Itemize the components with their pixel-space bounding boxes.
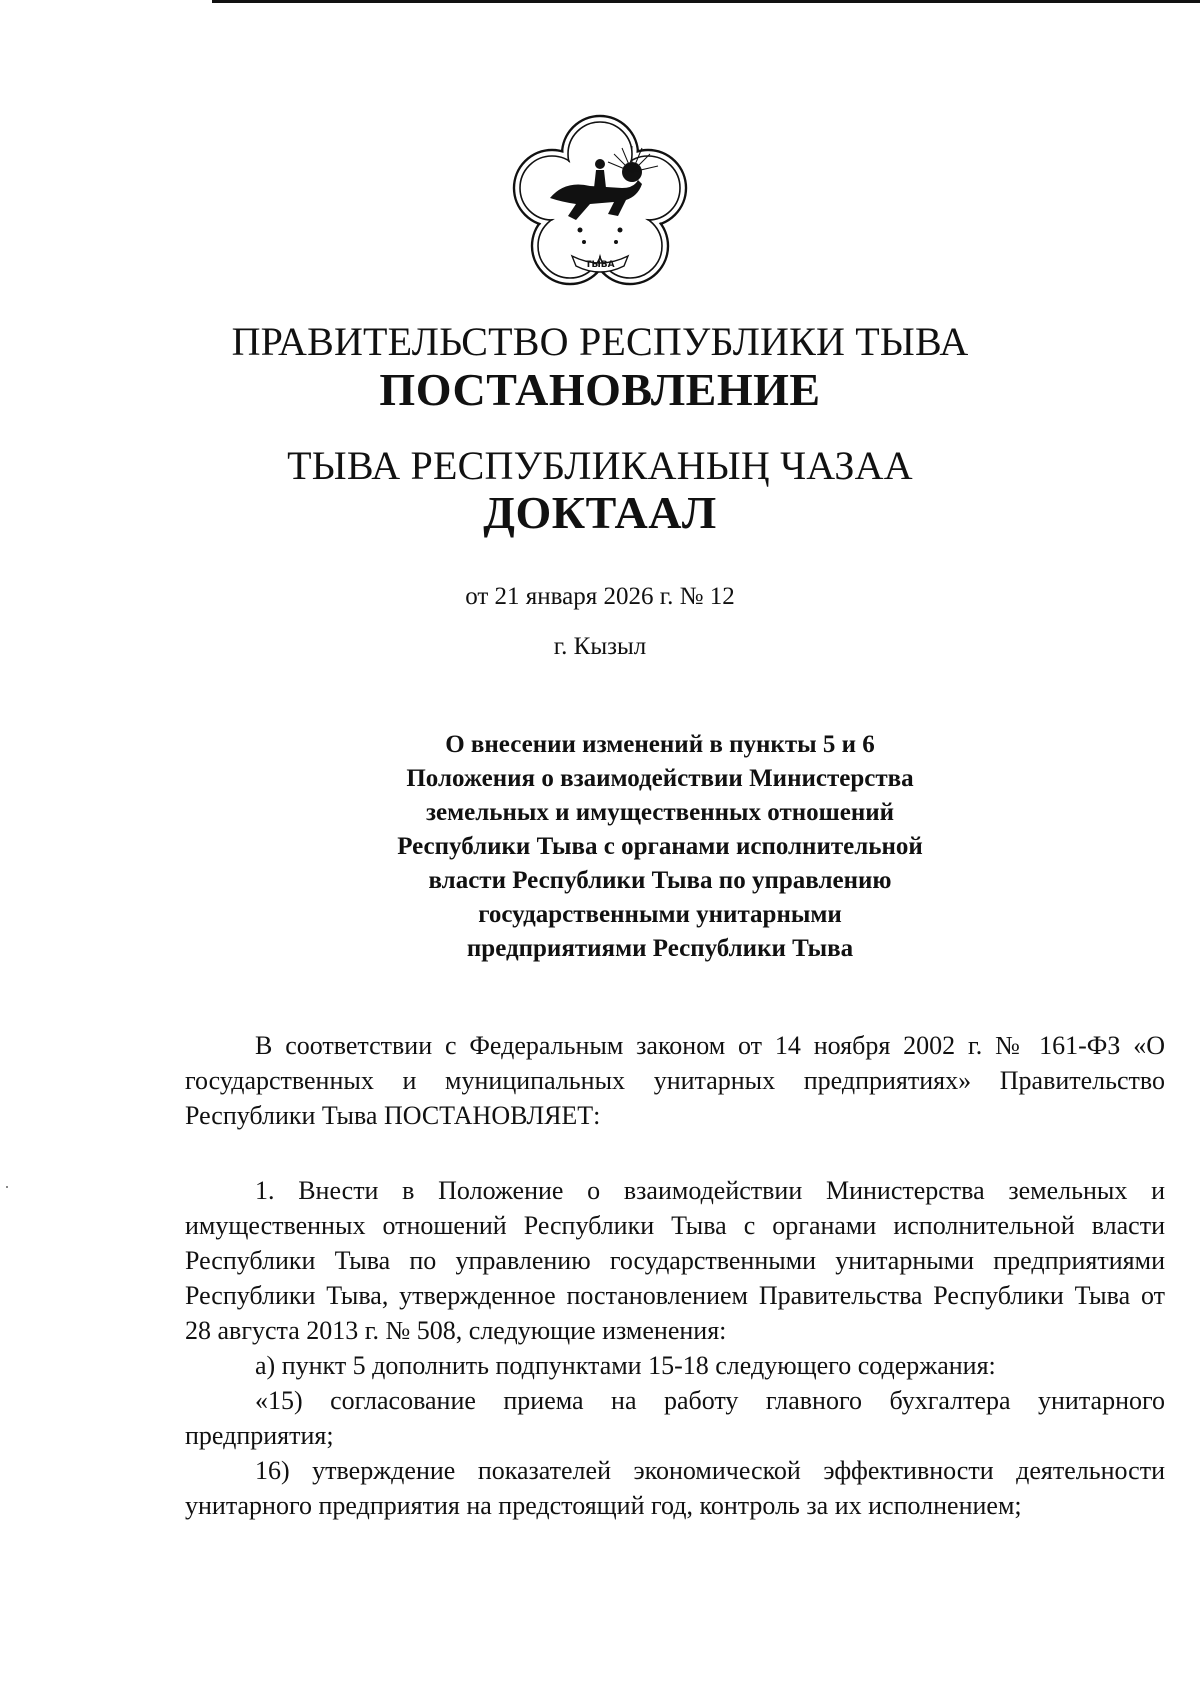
preamble-paragraph: В соответствии с Федеральным законом от 14 ноября 2002 г. № 161-ФЗ «О государственных и муниципальных унитарных предприятиях» Правительство Республики Тыва ПОСТАНОВЛЯЕТ: — [185, 1031, 1165, 1130]
title-line: Республики Тыва с органами исполнительной — [397, 833, 923, 860]
decree-city: г. Кызыл — [553, 633, 647, 660]
decree-date-number: от 21 января 2026 г. № 12 — [465, 583, 735, 610]
tuva-emblem-icon — [510, 110, 690, 290]
decree-title — [330, 728, 990, 966]
decree-type-tv: ДОКТААЛ — [483, 487, 717, 538]
subitem-16-paragraph: 16) утверждение показателей экономической эффективности деятельности унитарного предприятия на предстоящий год, контроль за их исполнением; — [185, 1456, 1165, 1520]
decree-body — [185, 1028, 1165, 1523]
title-line: Положения о взаимодействии Министерства — [406, 765, 914, 792]
decree-type-ru: ПОСТАНОВЛЕНИЕ — [379, 364, 821, 415]
item-1-paragraph: 1. Внести в Положение о взаимодействии Министерства земельных и имущественных отношений Республики Тыва с органами исполнительной власти Республики Тыва по управлению государственными унитарными предприятиями Республики Тыва, утвержденное постановлением Правительства Республики Тыва от 28 августа 2013 г. № 508, следующие изменения: — [185, 1176, 1165, 1345]
title-line: власти Республики Тыва по управлению — [428, 867, 892, 894]
title-line: предприятиями Республики Тыва — [466, 935, 854, 962]
item-1a-paragraph: а) пункт 5 дополнить подпунктами 15-18 следующего содержания: — [255, 1351, 996, 1380]
svg-text:ТЫВА: ТЫВА — [585, 260, 615, 270]
government-name-tv: ТЫВА РЕСПУБЛИКАНЫҢ ЧАЗАА — [287, 443, 913, 488]
title-line: О внесении изменений в пункты 5 и 6 — [445, 731, 875, 758]
scan-speck — [6, 1186, 8, 1188]
title-line: государственными унитарными — [478, 901, 842, 928]
title-line: земельных и имущественных отношений — [425, 799, 895, 826]
government-name-ru: ПРАВИТЕЛЬСТВО РЕСПУБЛИКИ ТЫВА — [231, 319, 969, 364]
top-rule — [212, 0, 1200, 3]
subitem-15-paragraph: «15) согласование приема на работу главного бухгалтера унитарного предприятия; — [185, 1386, 1165, 1450]
